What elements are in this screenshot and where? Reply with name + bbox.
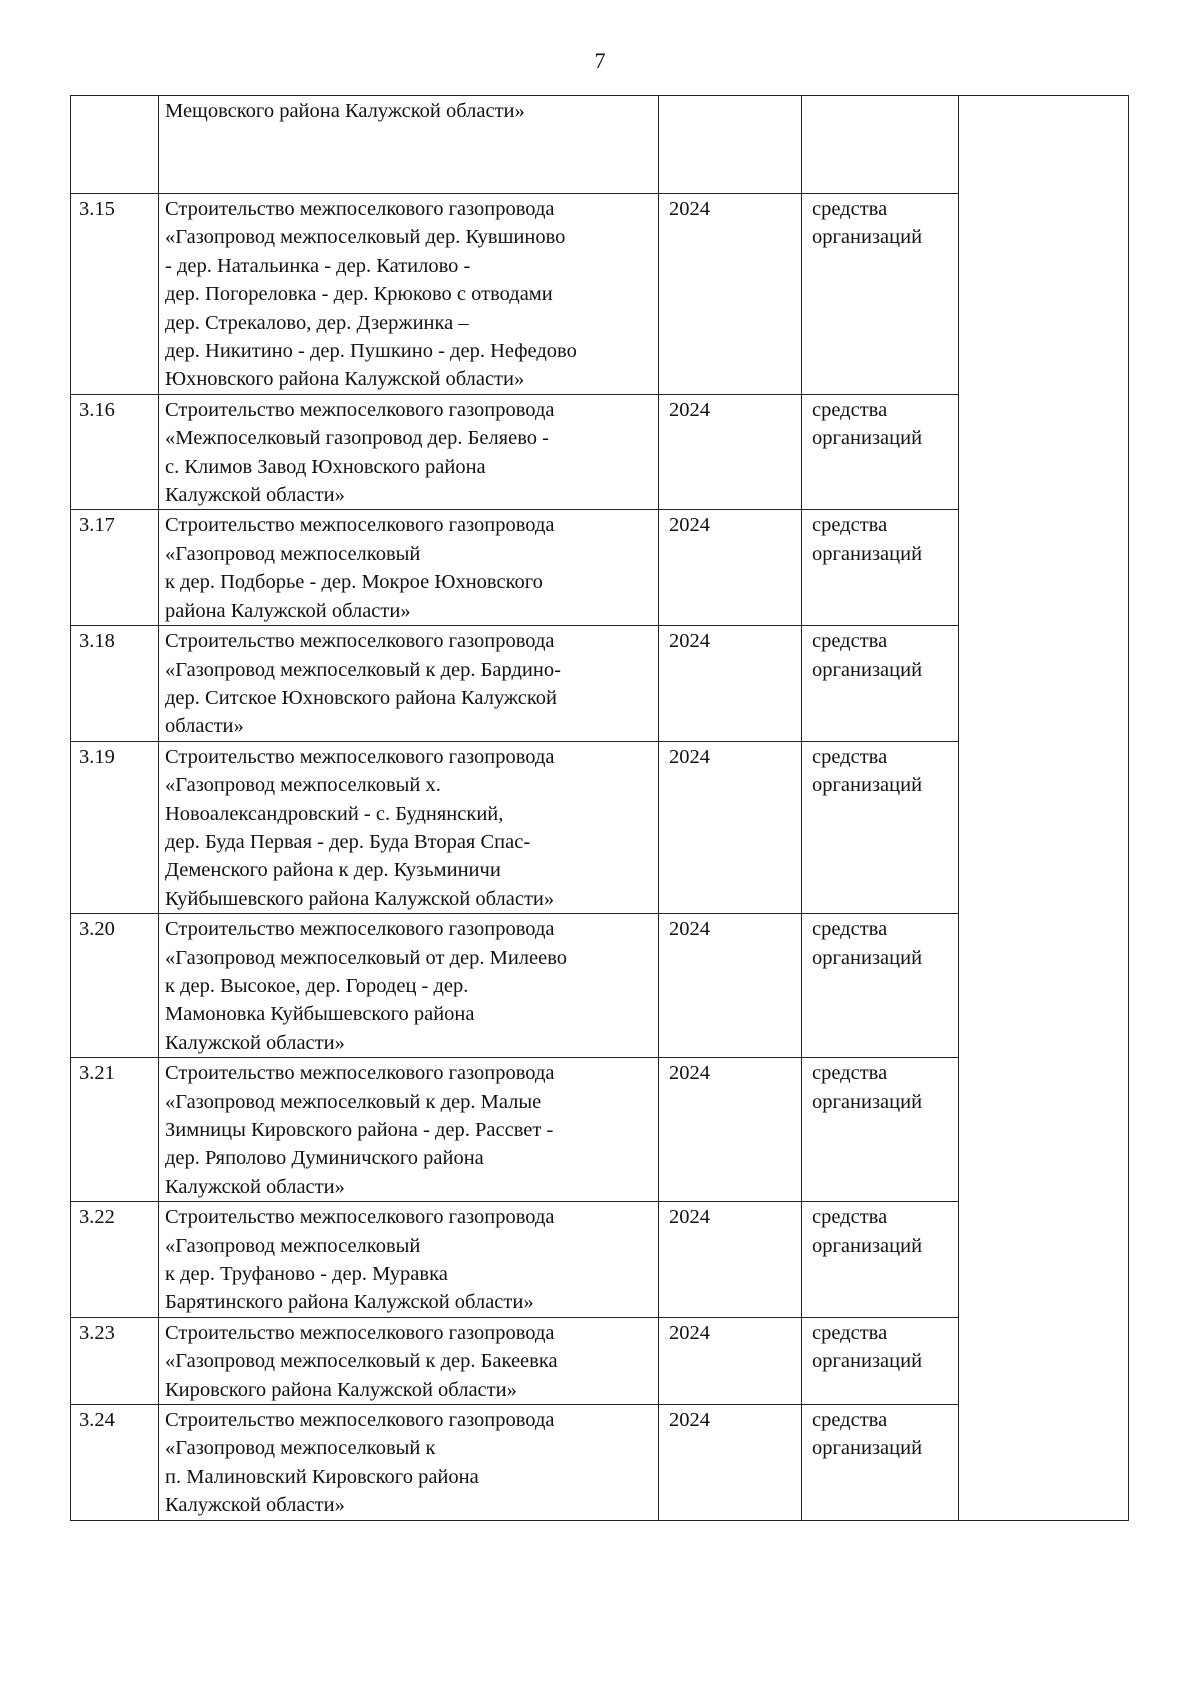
- funding-source-line: организаций: [812, 226, 923, 249]
- description-line: - дер. Натальинка - дер. Катилово -: [165, 254, 471, 277]
- description-line: «Газопровод межпоселковый к дер. Бакеевка: [165, 1350, 558, 1373]
- description-line: Калужской области»: [165, 1031, 345, 1054]
- row-funding-source: [802, 1202, 959, 1318]
- row-year: 2024: [659, 626, 802, 742]
- description-line: «Газопровод межпоселковый х.: [165, 774, 441, 797]
- row-description: [159, 1058, 659, 1202]
- description-line: дер. Погореловка - дер. Крюково с отводами: [165, 283, 553, 306]
- description-line: Зимницы Кировского района - дер. Рассвет -: [165, 1119, 554, 1141]
- row-description: [159, 1405, 659, 1521]
- description-line: Калужской области»: [165, 1175, 345, 1198]
- row-number: 3.20: [71, 914, 159, 1058]
- funding-source-line: средства: [812, 1206, 888, 1229]
- row-number: 3.18: [71, 626, 159, 742]
- description-line: Строительство межпоселкового газопровода: [165, 745, 555, 768]
- description-line: дер. Буда Первая - дер. Буда Вторая Спас-: [165, 830, 531, 853]
- description-line: Мамоновка Куйбышевского района: [165, 1003, 475, 1026]
- funding-source-line: средства: [812, 630, 888, 653]
- description-line: Деменского района к дер. Кузьминичи: [165, 859, 501, 882]
- description-line: Калужской области»: [165, 1494, 345, 1517]
- funding-source-line: средства: [812, 1409, 888, 1432]
- funding-source-line: организаций: [812, 1234, 923, 1257]
- row-number: 3.22: [71, 1202, 159, 1318]
- funding-source-line: организаций: [812, 542, 923, 565]
- row-funding-source: [802, 394, 959, 510]
- row-year: 2024: [659, 1317, 802, 1404]
- row-funding-source: [802, 914, 959, 1058]
- row-description: [159, 96, 659, 194]
- row-year: 2024: [659, 394, 802, 510]
- description-line: Строительство межпоселкового газопровода: [165, 918, 555, 941]
- funding-source-line: организаций: [812, 1090, 923, 1113]
- description-line: Строительство межпоселкового газопровода: [165, 514, 555, 537]
- row-funding-source: [802, 1317, 959, 1404]
- row-funding-source: [802, 1405, 959, 1521]
- notes-column: [959, 96, 1129, 1521]
- row-number: 3.24: [71, 1405, 159, 1521]
- row-year: 2024: [659, 1058, 802, 1202]
- description-line: Строительство межпоселкового газопровода: [165, 1321, 555, 1344]
- row-funding-source: [802, 96, 959, 194]
- row-number: 3.23: [71, 1317, 159, 1404]
- description-line: к дер. Подборье - дер. Мокрое Юхновского: [165, 571, 543, 594]
- row-description: [159, 394, 659, 510]
- description-line: «Газопровод межпоселковый дер. Кувшиново: [165, 226, 566, 249]
- row-funding-source: [802, 1058, 959, 1202]
- row-year: 2024: [659, 914, 802, 1058]
- row-description: [159, 914, 659, 1058]
- row-number: 3.21: [71, 1058, 159, 1202]
- row-number: 3.17: [71, 510, 159, 626]
- description-line: Строительство межпоселкового газопровода: [165, 630, 555, 653]
- description-line: дер. Ряполово Думиничского района: [165, 1147, 484, 1170]
- description-line: «Газопровод межпоселковый: [165, 542, 421, 565]
- row-funding-source: [802, 194, 959, 395]
- description-line: «Газопровод межпоселковый к: [165, 1437, 436, 1460]
- funding-source-line: средства: [812, 514, 888, 537]
- funding-source-line: организаций: [812, 774, 923, 797]
- row-description: [159, 1317, 659, 1404]
- page-number: 7: [594, 48, 606, 73]
- table-row-continuation: [71, 96, 1129, 194]
- row-year: [659, 96, 802, 194]
- description-line: Строительство межпоселкового газопровода: [165, 1062, 555, 1085]
- description-line: к дер. Труфаново - дер. Муравка: [165, 1263, 448, 1286]
- row-description: [159, 1202, 659, 1318]
- description-line: области»: [165, 715, 244, 738]
- row-year: 2024: [659, 1405, 802, 1521]
- row-description: [159, 741, 659, 913]
- funding-source-line: средства: [812, 198, 888, 220]
- funding-source-line: организаций: [812, 1350, 923, 1373]
- description-line: Кировского района Калужской области»: [165, 1378, 517, 1401]
- funding-source-line: организаций: [812, 1437, 923, 1460]
- description-line: «Газопровод межпоселковый к дер. Малые: [165, 1090, 542, 1113]
- row-number: [71, 96, 159, 194]
- description-line: п. Малиновский Кировского района: [165, 1465, 479, 1488]
- description-line: Барятинского района Калужской области»: [165, 1291, 534, 1314]
- description-line: к дер. Высокое, дер. Городец - дер.: [165, 974, 469, 997]
- description-line: Мещовского района Калужской области»: [165, 100, 525, 122]
- funding-source-line: средства: [812, 1321, 888, 1344]
- row-year: 2024: [659, 1202, 802, 1318]
- funding-source-line: средства: [812, 918, 888, 941]
- description-line: Строительство межпоселкового газопровода: [165, 398, 555, 421]
- description-line: с. Климов Завод Юхновского района: [165, 455, 486, 478]
- funding-source-line: организаций: [812, 946, 923, 969]
- row-funding-source: [802, 741, 959, 913]
- description-line: «Газопровод межпоселковый: [165, 1234, 421, 1257]
- description-line: района Калужской области»: [165, 599, 411, 622]
- description-line: Юхновского района Калужской области»: [165, 368, 525, 391]
- funding-source-line: средства: [812, 398, 888, 421]
- funding-source-line: организаций: [812, 658, 923, 681]
- description-line: дер. Ситское Юхновского района Калужской: [165, 686, 557, 709]
- row-number: 3.15: [71, 194, 159, 395]
- row-description: [159, 626, 659, 742]
- description-line: «Газопровод межпоселковый к дер. Бардино-: [165, 658, 561, 681]
- row-year: 2024: [659, 510, 802, 626]
- funding-source-line: средства: [812, 745, 888, 768]
- row-number: 3.19: [71, 741, 159, 913]
- description-line: «Газопровод межпоселковый от дер. Милеево: [165, 946, 568, 969]
- row-year: 2024: [659, 741, 802, 913]
- row-description: [159, 194, 659, 395]
- row-funding-source: [802, 626, 959, 742]
- funding-source-line: организаций: [812, 427, 923, 450]
- description-line: «Межпоселковый газопровод дер. Беляево -: [165, 427, 549, 450]
- table-body: [71, 96, 1129, 1521]
- description-line: Калужской области»: [165, 484, 345, 507]
- funding-source-line: средства: [812, 1062, 888, 1085]
- measures-table: [70, 95, 1129, 1521]
- row-number: 3.16: [71, 394, 159, 510]
- row-year: 2024: [659, 194, 802, 395]
- description-line: дер. Никитино - дер. Пушкино - дер. Нефедово: [165, 340, 577, 363]
- description-line: Куйбышевского района Калужской области»: [165, 887, 555, 910]
- description-line: дер. Стрекалово, дер. Дзержинка –: [165, 311, 469, 334]
- row-funding-source: [802, 510, 959, 626]
- row-description: [159, 510, 659, 626]
- description-line: Строительство межпоселкового газопровода: [165, 1409, 555, 1432]
- description-line: Новоалександровский - с. Буднянский,: [165, 802, 504, 825]
- description-line: Строительство межпоселкового газопровода: [165, 198, 555, 220]
- description-line: Строительство межпоселкового газопровода: [165, 1206, 555, 1229]
